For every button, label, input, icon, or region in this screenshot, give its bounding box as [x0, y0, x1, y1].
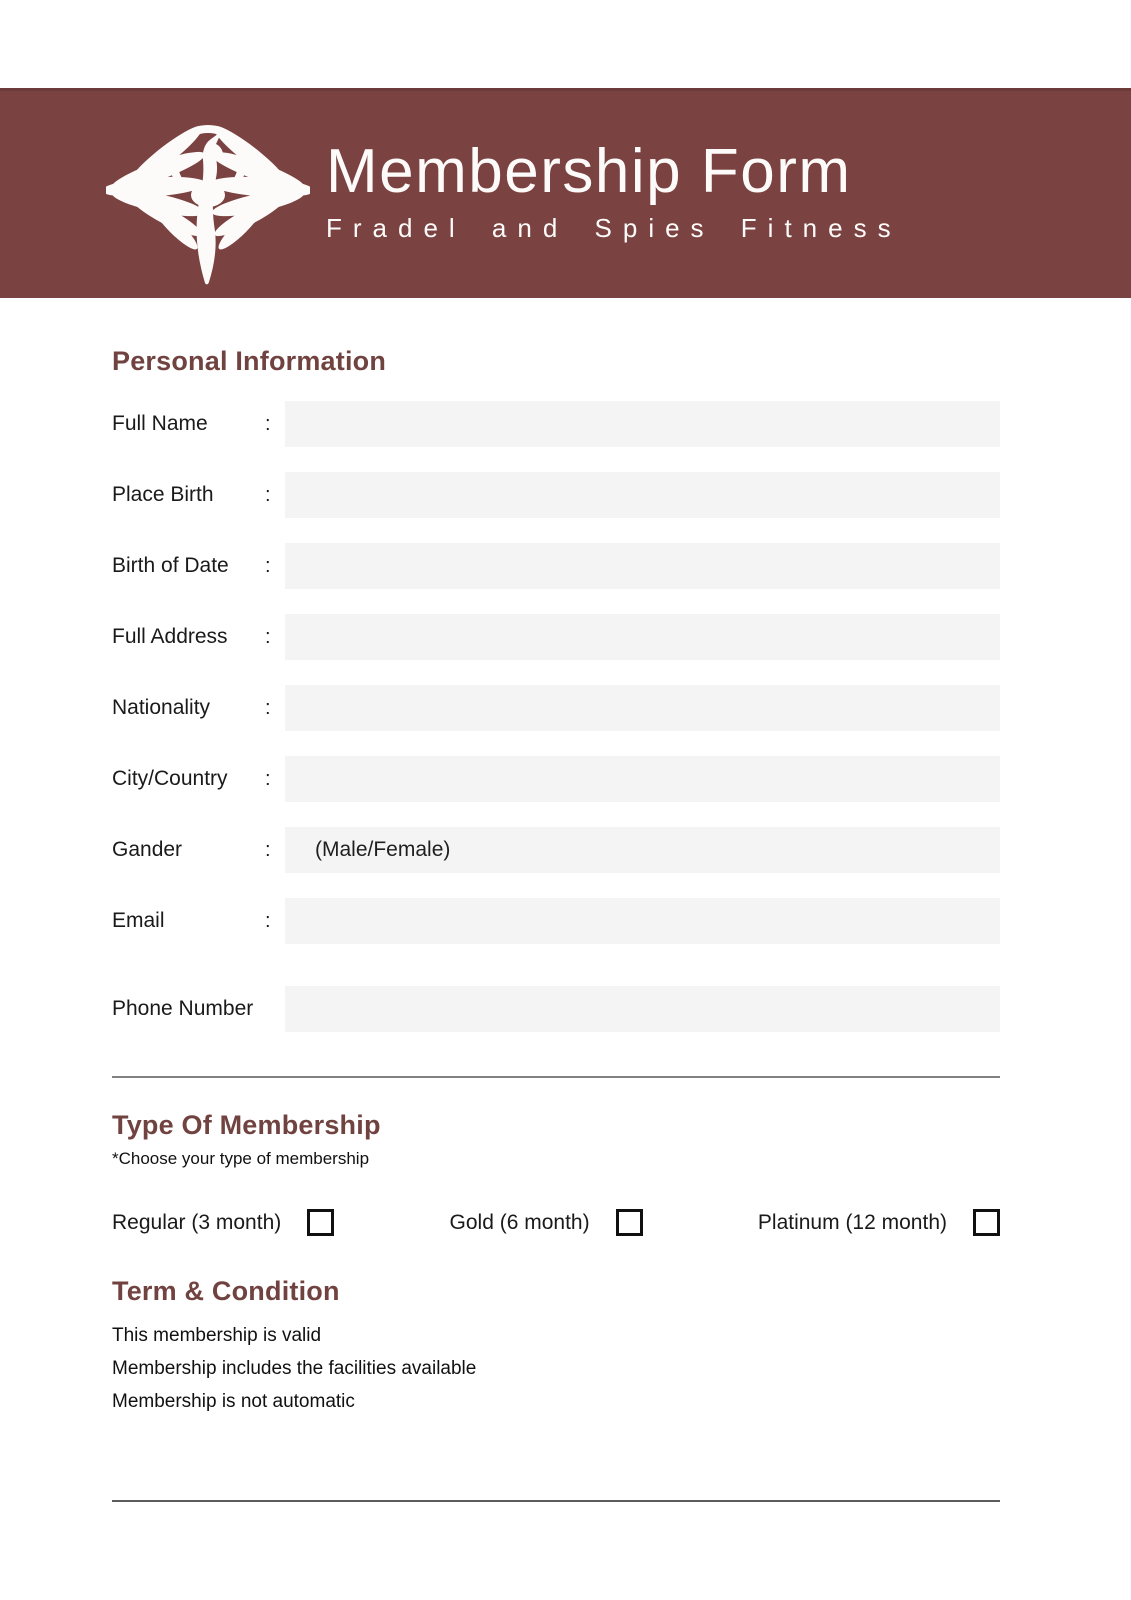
brand-subtitle: Fradel and Spies Fitness [326, 212, 902, 243]
type-of-membership-heading: Type Of Membership [112, 1110, 381, 1140]
nationality-input[interactable] [285, 685, 1000, 731]
birth-of-date-field-row [112, 543, 1000, 589]
gander-input[interactable] [285, 827, 1000, 873]
field-input-box [285, 472, 1000, 518]
phone-number-input[interactable] [285, 986, 1000, 1032]
bottom-divider [112, 1500, 1000, 1502]
membership-option-label: Platinum (12 month) [757, 1210, 947, 1234]
phoenix-logo-icon [106, 111, 310, 293]
field-colon: : [265, 554, 271, 577]
field-label: Full Name [112, 412, 208, 435]
full-address-input[interactable] [285, 614, 1000, 660]
field-colon: : [265, 767, 271, 790]
header-band [0, 88, 1131, 298]
field-input-box [285, 756, 1000, 802]
field-label: Gander [112, 838, 183, 861]
field-label: Phone Number [112, 997, 254, 1020]
section-divider [112, 1076, 1000, 1078]
membership-option-label: Gold (6 month) [449, 1210, 590, 1234]
city-country-input[interactable] [285, 756, 1000, 802]
place-birth-input[interactable] [285, 472, 1000, 518]
field-label: Birth of Date [112, 554, 229, 577]
gold-6-month-checkbox[interactable] [616, 1209, 643, 1236]
field-colon: : [265, 909, 271, 932]
place-birth-field-row [112, 472, 1000, 518]
personal-information-heading: Personal Information [112, 346, 387, 376]
field-input-box [285, 898, 1000, 944]
email-input[interactable] [285, 898, 1000, 944]
form-title: Membership Form [326, 137, 852, 207]
platinum-12-month-option [758, 1209, 1000, 1236]
full-name-input[interactable] [285, 401, 1000, 447]
regular-3-month-checkbox[interactable] [307, 1209, 334, 1236]
email-field-row [112, 898, 1000, 944]
field-label: Place Birth [112, 483, 214, 506]
membership-choose-note: *Choose your type of membership [112, 1149, 370, 1168]
field-input-box [285, 614, 1000, 660]
field-input-box [285, 543, 1000, 589]
field-label: Nationality [112, 696, 211, 719]
term-line: Membership is not automatic [112, 1391, 355, 1412]
field-input-box [285, 685, 1000, 731]
terms-list [112, 1319, 1000, 1418]
nationality-field-row [112, 685, 1000, 731]
form-content [112, 298, 1000, 1502]
membership-options-row [112, 1209, 1000, 1236]
term-and-condition-heading: Term & Condition [112, 1276, 340, 1306]
personal-information-fields [112, 401, 1000, 1032]
field-input-box [285, 986, 1000, 1032]
full-name-field-row [112, 401, 1000, 447]
regular-3-month-option [112, 1209, 334, 1236]
membership-option-label: Regular (3 month) [112, 1210, 282, 1234]
platinum-12-month-checkbox[interactable] [973, 1209, 1000, 1236]
term-line: Membership includes the facilities available [112, 1358, 477, 1379]
field-colon: : [265, 696, 271, 719]
field-colon: : [265, 625, 271, 648]
full-address-field-row [112, 614, 1000, 660]
field-input-box [285, 401, 1000, 447]
field-colon: : [265, 412, 271, 435]
birth-of-date-input[interactable] [285, 543, 1000, 589]
header-text-block [326, 139, 902, 243]
field-colon: : [265, 838, 271, 861]
field-label: Full Address [112, 625, 228, 648]
field-colon: : [265, 483, 271, 506]
field-label: City/Country [112, 767, 228, 790]
term-line: This membership is valid [112, 1325, 322, 1346]
field-input-box [285, 827, 1000, 873]
city-country-field-row [112, 756, 1000, 802]
phone-number-field-row [112, 986, 1000, 1032]
field-label: Email [112, 909, 165, 932]
gander-field-row [112, 827, 1000, 873]
gold-6-month-option [450, 1209, 643, 1236]
